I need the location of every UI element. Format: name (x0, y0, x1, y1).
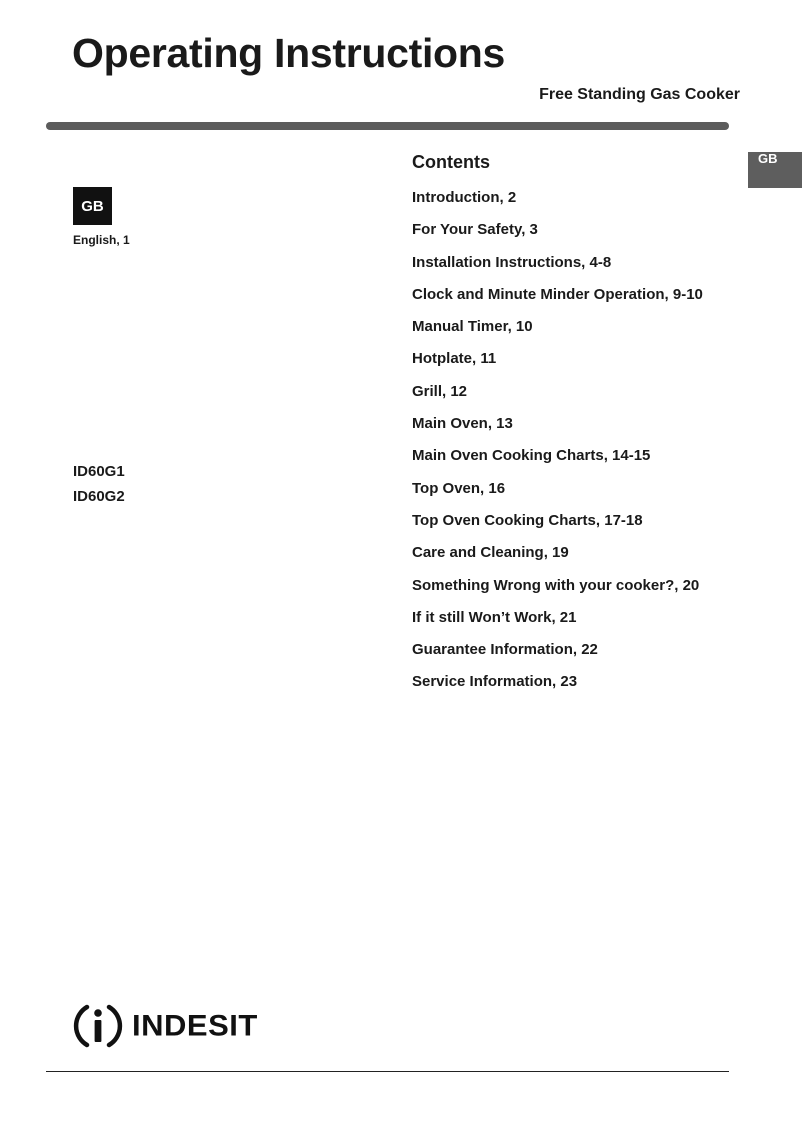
toc-item-installation[interactable]: Installation Instructions, 4-8 (412, 253, 612, 271)
toc-item-service[interactable]: Service Information, 23 (412, 673, 578, 691)
toc-item-top-oven-charts[interactable]: Top Oven Cooking Charts, 17-18 (412, 511, 643, 529)
document-title: Operating Instructions (72, 30, 506, 76)
toc-item-main-oven[interactable]: Main Oven, 13 (412, 415, 513, 433)
toc-item-guarantee[interactable]: Guarantee Information, 22 (412, 641, 598, 659)
toc-item-manual-timer[interactable]: Manual Timer, 10 (412, 318, 533, 336)
toc-item-safety[interactable]: For Your Safety, 3 (412, 221, 538, 239)
model-number: ID60G1 (73, 463, 125, 480)
toc-item-still-wont-work[interactable]: If it still Won’t Work, 21 (412, 608, 577, 626)
indesit-logo (70, 998, 258, 1054)
toc-item-hotplate[interactable]: Hotplate, 11 (412, 350, 497, 368)
indesit-logo-text: INDESIT (132, 1008, 258, 1043)
header-divider (46, 122, 729, 130)
model-list (73, 459, 125, 509)
indesit-logo-icon (70, 998, 126, 1054)
side-tab-label: GB (758, 151, 778, 166)
footer-divider (46, 1071, 729, 1072)
toc-item-care-cleaning[interactable]: Care and Cleaning, 19 (412, 544, 569, 562)
language-link-english[interactable]: English, 1 (73, 233, 130, 247)
document-subtitle: Free Standing Gas Cooker (539, 86, 740, 103)
toc-item-clock-minute-minder[interactable]: Clock and Minute Minder Operation, 9-10 (412, 285, 703, 303)
toc-item-main-oven-charts[interactable]: Main Oven Cooking Charts, 14-15 (412, 447, 651, 465)
table-of-contents (412, 188, 703, 705)
toc-item-something-wrong[interactable]: Something Wrong with your cooker?, 20 (412, 576, 700, 594)
toc-item-top-oven[interactable]: Top Oven, 16 (412, 479, 506, 497)
toc-item-grill[interactable]: Grill, 12 (412, 382, 468, 400)
model-number: ID60G2 (73, 488, 125, 505)
contents-heading: Contents (412, 152, 490, 172)
language-badge: GB (73, 187, 112, 225)
toc-item-introduction[interactable]: Introduction, 2 (412, 189, 517, 206)
language-side-tab (748, 152, 802, 188)
